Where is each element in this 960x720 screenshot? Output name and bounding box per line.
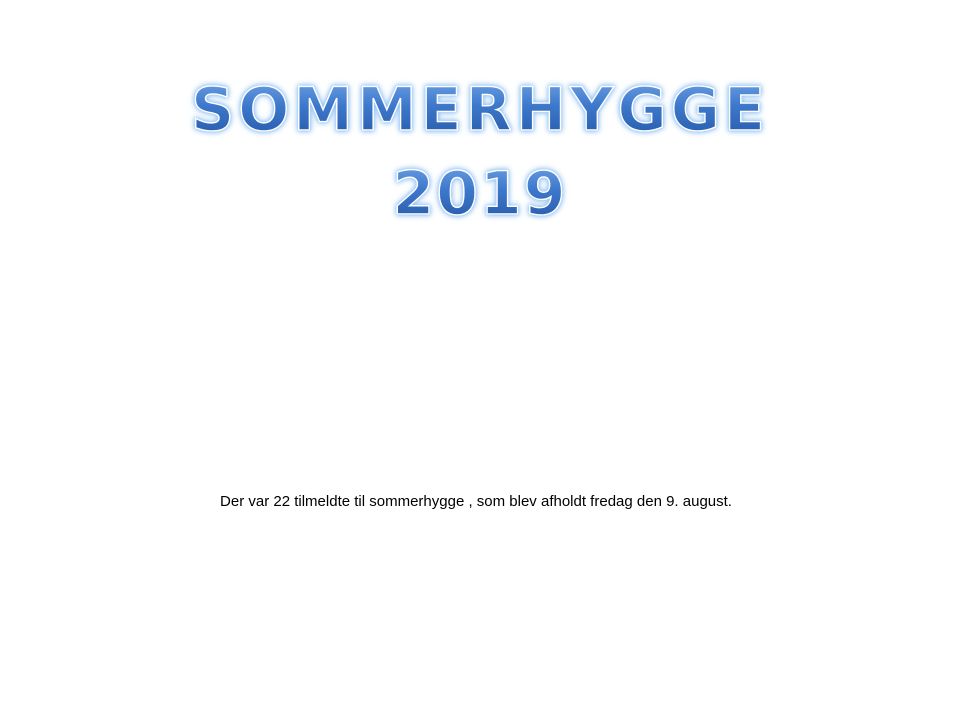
slide-title bbox=[0, 68, 960, 236]
title-sommerhygge: SOMMERHYGGE bbox=[0, 68, 960, 152]
slide-caption: Der var 22 tilmeldte til sommerhygge , som blev afholdt fredag den 9. august. bbox=[220, 493, 732, 510]
title-year: 2019 bbox=[0, 152, 960, 236]
